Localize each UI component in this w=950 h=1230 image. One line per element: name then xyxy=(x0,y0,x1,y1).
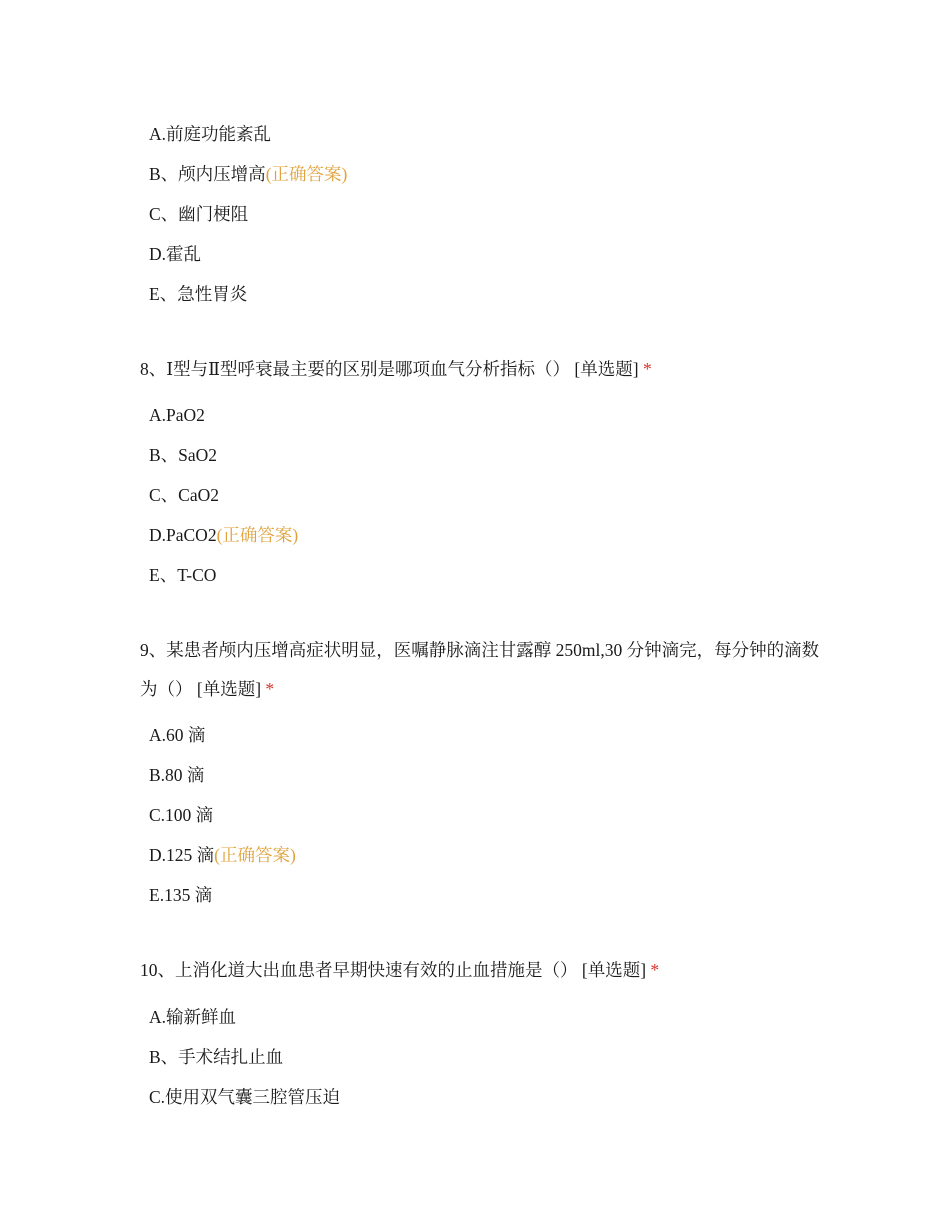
q8-option-c: C、CaO2 xyxy=(149,485,219,505)
q7-option-a: A.前庭功能紊乱 xyxy=(149,124,272,144)
correct-answer-tag: (正确答案) xyxy=(265,164,348,184)
q9-title: 9、某患者颅内压增高症状明显，医嘱静脉滴注甘露醇 250ml,30 分钟滴完，每分钟的滴数为（） [单选题] * xyxy=(140,640,820,699)
q7-option-e: E、急性胃炎 xyxy=(149,284,248,304)
q9-option-a: A.60 滴 xyxy=(149,725,206,745)
q8-option-d: D.PaCO2(正确答案) xyxy=(149,525,299,545)
q10-option-c: C.使用双气囊三腔管压迫 xyxy=(149,1087,341,1107)
q8-title: 8、Ⅰ型与Ⅱ型呼衰最主要的区别是哪项血气分析指标（） [单选题] * xyxy=(140,359,652,379)
q8-option-a: A.PaO2 xyxy=(149,405,205,425)
correct-answer-tag: (正确答案) xyxy=(214,845,296,865)
q9-option-d: D.125 滴(正确答案) xyxy=(149,845,296,865)
q8-option-e: E、T-CO xyxy=(149,565,217,585)
q9-option-c: C.100 滴 xyxy=(149,805,214,825)
q7-option-c: C、幽门梗阻 xyxy=(149,204,249,224)
q10-option-b: B、手术结扎止血 xyxy=(149,1047,284,1067)
q7-option-b: B、颅内压增高(正确答案) xyxy=(149,164,348,184)
q10-title: 10、上消化道大出血患者早期快速有效的止血措施是（） [单选题] * xyxy=(140,960,660,980)
q9-option-e: E.135 滴 xyxy=(149,885,213,905)
q9-option-b: B.80 滴 xyxy=(149,765,205,785)
correct-answer-tag: (正确答案) xyxy=(216,525,299,545)
q7-option-d: D.霍乱 xyxy=(149,244,202,264)
q8-option-b: B、SaO2 xyxy=(149,445,218,465)
required-mark: * xyxy=(642,359,652,379)
q10-option-a: A.输新鲜血 xyxy=(149,1007,237,1027)
required-mark: * xyxy=(650,960,660,980)
required-mark: * xyxy=(265,679,275,699)
